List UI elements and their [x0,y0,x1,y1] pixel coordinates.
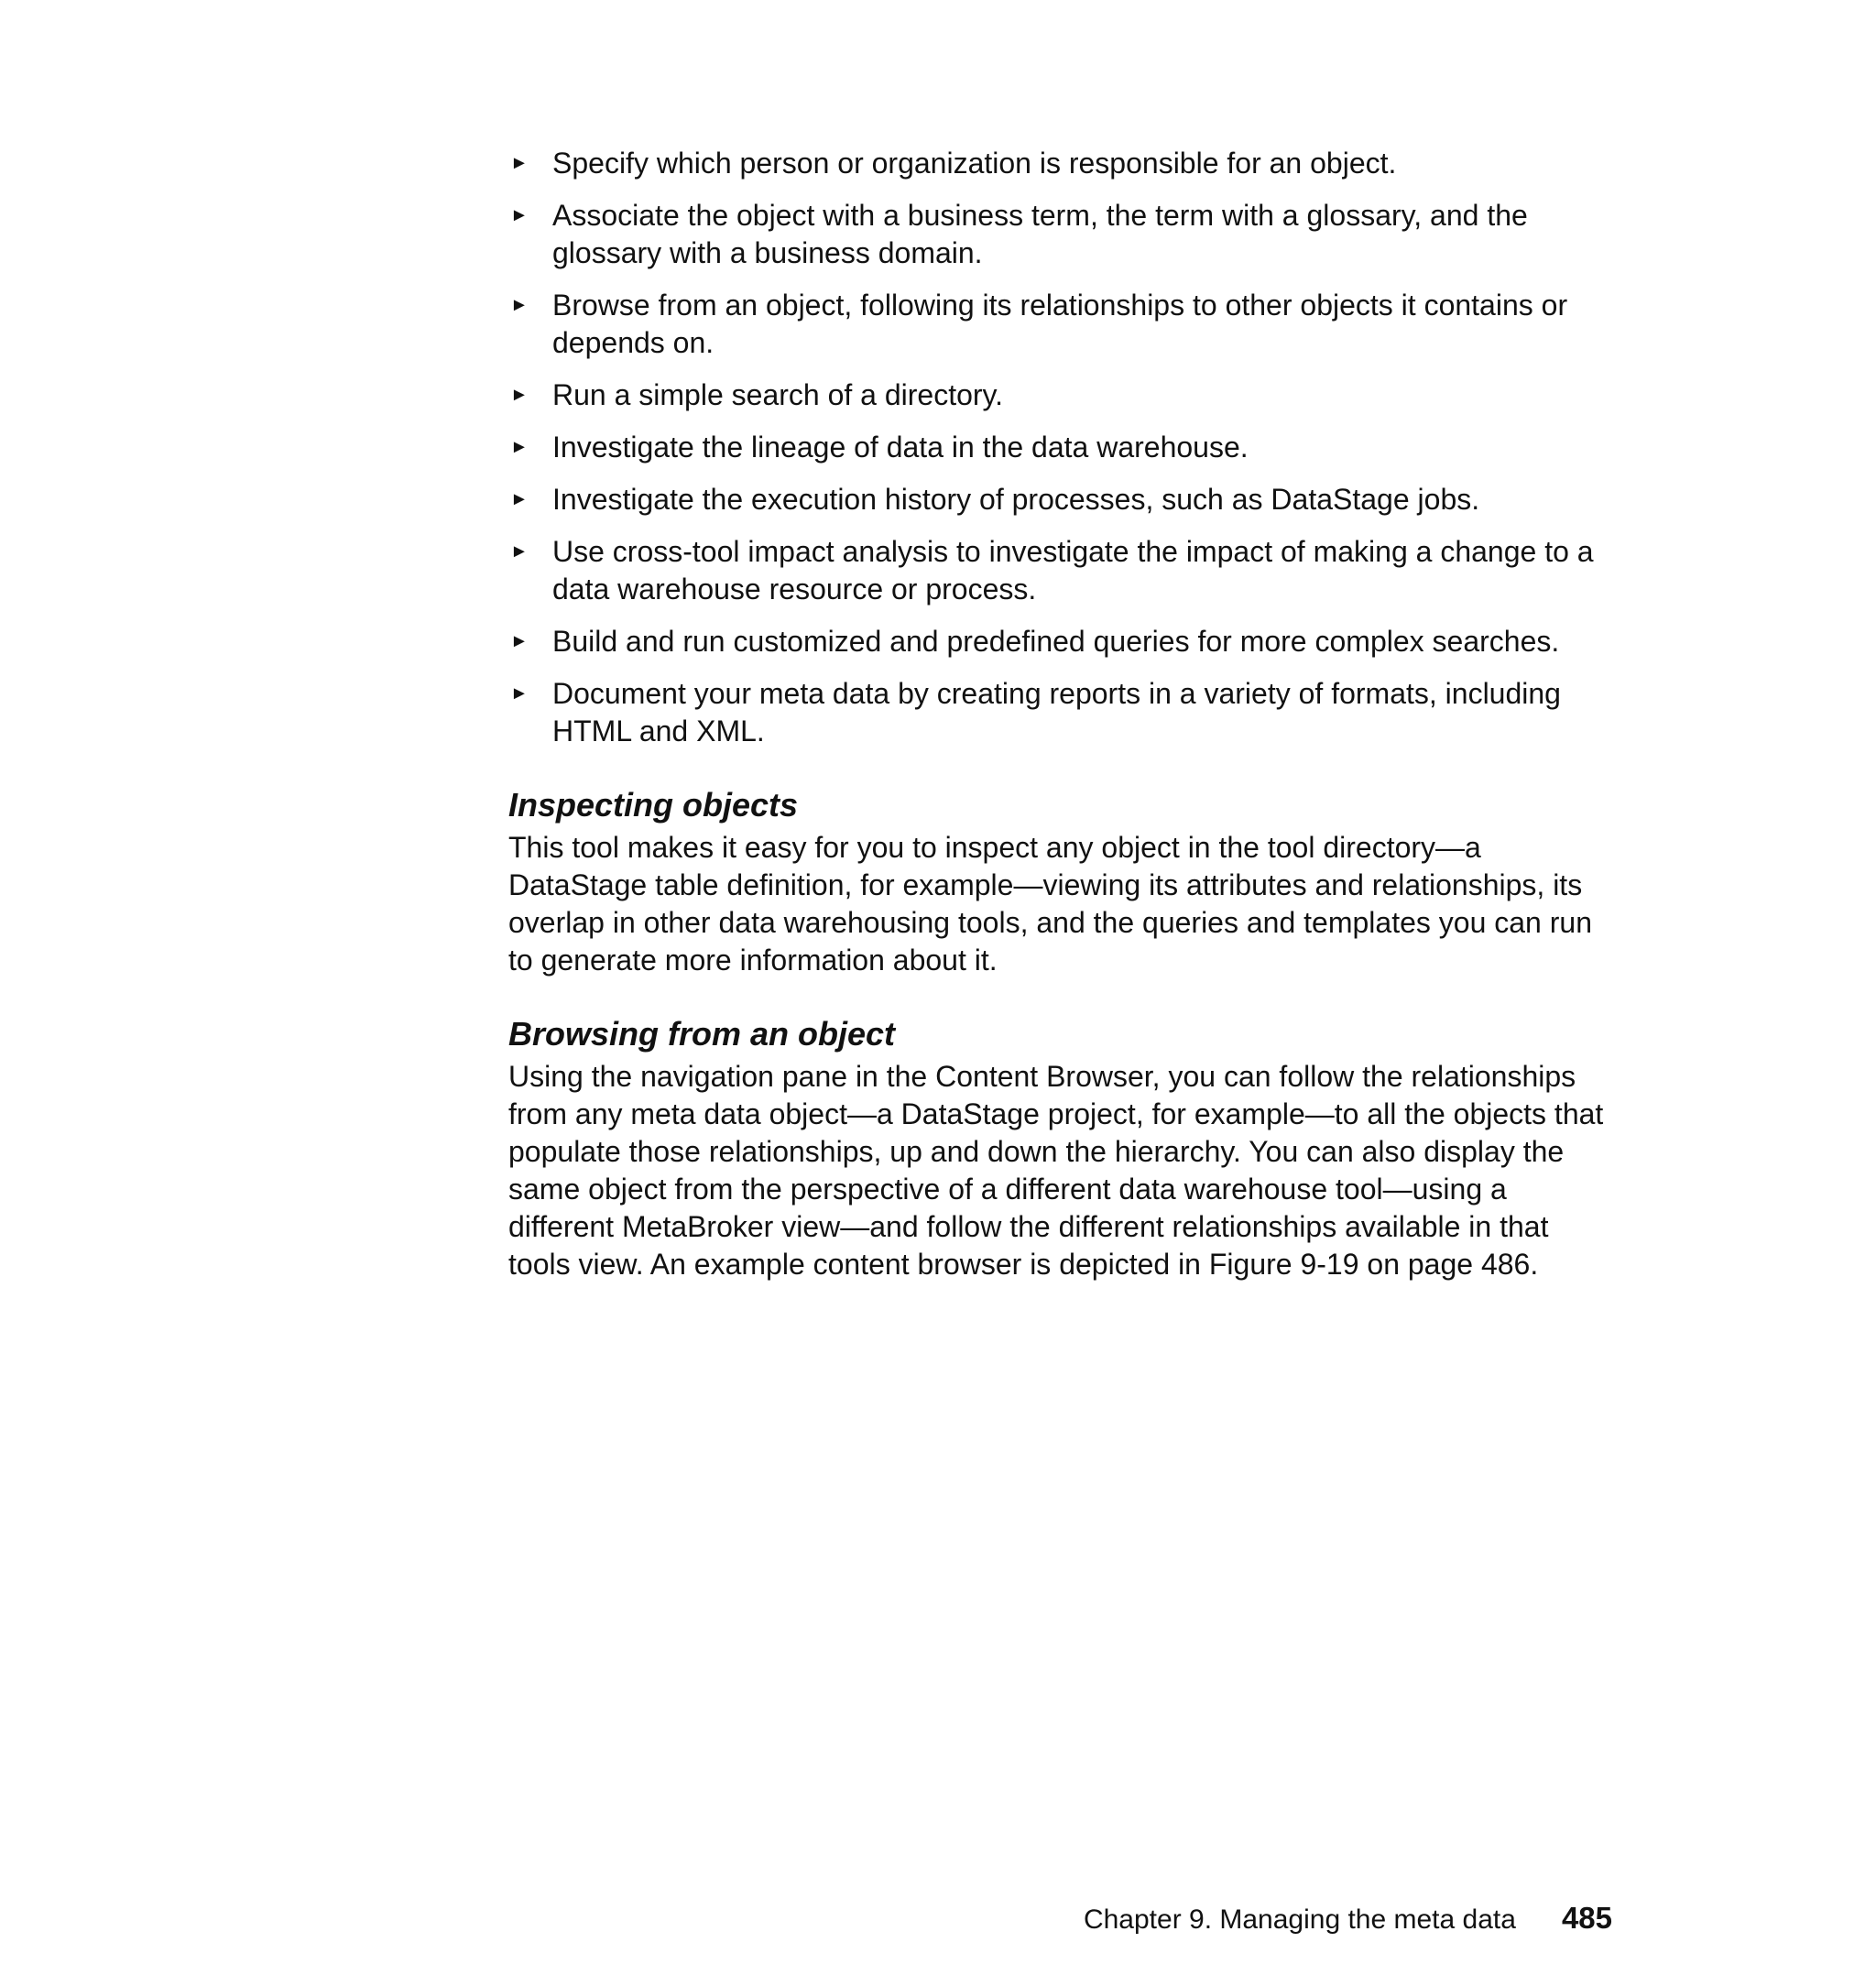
bullet-text: Build and run customized and predefined queries for more complex searches. [552,625,1560,658]
section-paragraph: Using the navigation pane in the Content Browser, you can follow the relationships from any meta data object—a DataStage project, for example—to all the objects that populate those relationships, up and down the hierarchy. You can also display the same object from the perspective of a different data warehouse tool—using a different MetaBroker view—and follow the different relationships available in that tools view. An example content browser is depicted in Figure 9-19 on page 486. [508,1060,1604,1281]
bullet-item-7 [508,533,1617,608]
section-inspecting-objects [508,785,1617,979]
bullet-text: Document your meta data by creating reports in a variety of formats, including HTML and XML. [552,677,1561,747]
bullet-item-4 [508,376,1617,414]
bullet-text: Specify which person or organization is responsible for an object. [552,147,1397,180]
triangle-bullet-icon: ► [510,437,529,457]
bullet-text: Run a simple search of a directory. [552,378,1004,411]
section-heading: Inspecting objects [508,786,799,824]
feature-bullet-list [508,145,1617,750]
triangle-bullet-icon: ► [510,153,529,173]
bullet-text: Investigate the lineage of data in the data warehouse. [552,431,1249,464]
bullet-text: Use cross-tool impact analysis to investigate the impact of making a change to a data warehouse resource or process. [552,535,1594,606]
footer-chapter-title: Chapter 9. Managing the meta data [1083,1904,1516,1935]
page-number: 485 [1561,1901,1612,1935]
bullet-item-5 [508,429,1617,466]
bullet-item-6 [508,481,1617,518]
triangle-bullet-icon: ► [510,385,529,405]
section-browsing-from-an-object [508,1014,1617,1283]
section-heading: Browsing from an object [508,1015,896,1053]
triangle-bullet-icon: ► [510,541,529,562]
page-footer [0,1898,1612,1944]
triangle-bullet-icon: ► [510,489,529,509]
triangle-bullet-icon: ► [510,631,529,651]
bullet-text: Investigate the execution history of processes, such as DataStage jobs. [552,483,1480,516]
bullet-item-2 [508,197,1617,272]
section-paragraph: This tool makes it easy for you to inspect any object in the tool directory—a DataStage table definition, for example—viewing its attributes and relationships, its overlap in other data warehousing tools, and the queries and templates you can run to generate more information about it. [508,831,1592,977]
bullet-item-8 [508,623,1617,660]
triangle-bullet-icon: ► [510,683,529,704]
triangle-bullet-icon: ► [510,295,529,315]
bullet-item-3 [508,287,1617,362]
bullet-item-1 [508,145,1617,182]
page-content [508,145,1617,1283]
bullet-text: Browse from an object, following its relationships to other objects it contains or depends on. [552,289,1568,359]
triangle-bullet-icon: ► [510,205,529,225]
bullet-text: Associate the object with a business term, the term with a glossary, and the glossary with a business domain. [552,199,1528,269]
bullet-item-9 [508,675,1617,750]
